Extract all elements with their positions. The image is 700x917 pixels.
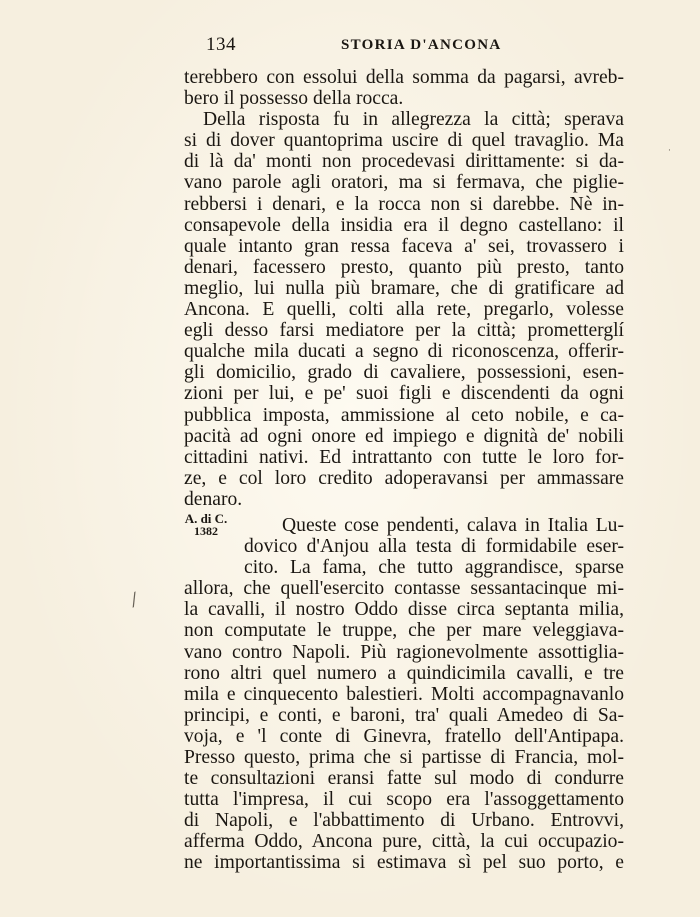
text-line: quale intanto gran ressa faceva a' sei, trovassero i xyxy=(184,235,624,257)
text-line: dovico d'Anjou alla testa di formidabile eser- xyxy=(244,536,624,558)
text-line: non computate le truppe, che per mare veleggiava- xyxy=(184,620,624,642)
text-line: ze, e col loro credito adoperavansi per ammassare xyxy=(184,467,624,489)
text-line: te consultazioni eransi fatte sul modo di condurre xyxy=(184,768,624,790)
text-line: rebbersi i denari, e la rocca non si darebbe. Nè in- xyxy=(184,193,624,215)
text-line: voja, e 'l conte di Ginevra, fratello dell'Antipapa. xyxy=(184,725,624,747)
text-line: qualche mila ducati a segno di riconoscenza, offerir- xyxy=(184,341,624,363)
text-line: di Napoli, e l'abbattimento di Urbano. Entrovvi, xyxy=(184,810,624,832)
text-line: pacità ad ogni onore ed impiego e dignità de' nobili xyxy=(184,425,624,447)
text-line: Presso questo, prima che si partisse di Francia, mol- xyxy=(184,747,624,768)
page-number: 134 xyxy=(206,34,236,55)
text-line: Queste cose pendenti, calava in Italia Lu- xyxy=(282,514,624,536)
text-line: rono altri quel numero a quindicimila cavalli, e tre xyxy=(184,662,624,684)
text-line: consapevole della insidia era il degno castellano: il xyxy=(184,214,624,236)
margin-date-label: A. di C. xyxy=(184,511,228,526)
stray-dot-mark: · xyxy=(668,146,671,156)
page-header xyxy=(184,34,624,58)
text-line: Ancona. E quelli, colti alla rete, pregarlo, volesse xyxy=(184,299,624,321)
text-line: vano contro Napoli. Più ragionevolmente assottiglia- xyxy=(184,641,624,663)
text-line: si di dover quantoprima uscire di quel travaglio. Ma xyxy=(184,130,624,152)
pencil-mark: ⁄ xyxy=(128,590,141,611)
text-line: cito. La fama, che tutto aggrandisce, sparse xyxy=(244,557,624,579)
text-line: allora, che quell'esercito contasse sessantacinque mi- xyxy=(184,578,624,600)
text-line: denaro. xyxy=(184,488,243,510)
margin-date-year: 1382 xyxy=(194,524,218,538)
text-line: egli desso farsi mediatore per la città; prometterglí xyxy=(184,320,624,342)
text-line: di là da' monti non procedevasi dirittamente: si da- xyxy=(184,151,624,173)
text-line: pubblica imposta, ammissione al ceto nobile, e ca- xyxy=(184,404,624,426)
text-line: principi, e conti, e baroni, tra' quali Amedeo di Sa- xyxy=(184,704,624,726)
text-line: Della risposta fu in allegrezza la città; sperava xyxy=(203,109,624,131)
text-line: cittadini nativi. Ed intrattanto con tutte le loro for- xyxy=(184,446,624,468)
text-line: gli domicilio, grado di cavaliere, possessioni, esen- xyxy=(184,362,624,384)
text-line: denari, facessero presto, quanto più presto, tanto xyxy=(184,256,624,278)
text-line: ne importantissima si estimava sì pel suo porto, e xyxy=(184,852,624,874)
text-line: meglio, lui nulla più bramare, che di gratificare ad xyxy=(184,277,624,299)
text-line: tutta l'impresa, il cui scopo era l'assoggettamento xyxy=(184,789,624,811)
text-line: afferma Oddo, Ancona pure, città, la cui occupazio- xyxy=(184,831,624,853)
text-line: vano parole agli oratori, ma si fermava, che piglie- xyxy=(184,172,624,194)
text-line: bero il possesso della rocca. xyxy=(184,88,404,110)
body-text xyxy=(184,67,624,874)
running-title: STORIA D'ANCONA xyxy=(341,37,502,53)
text-line: mila e cinquecento balestieri. Molti accompagnavanlo xyxy=(184,683,624,705)
text-line: terebbero con essolui della somma da pagarsi, avreb- xyxy=(184,67,624,88)
text-line: la cavalli, il nostro Oddo disse circa septanta milia, xyxy=(184,599,624,621)
text-line: zioni per lui, e pe' suoi figli e discendenti da ogni xyxy=(184,383,624,405)
